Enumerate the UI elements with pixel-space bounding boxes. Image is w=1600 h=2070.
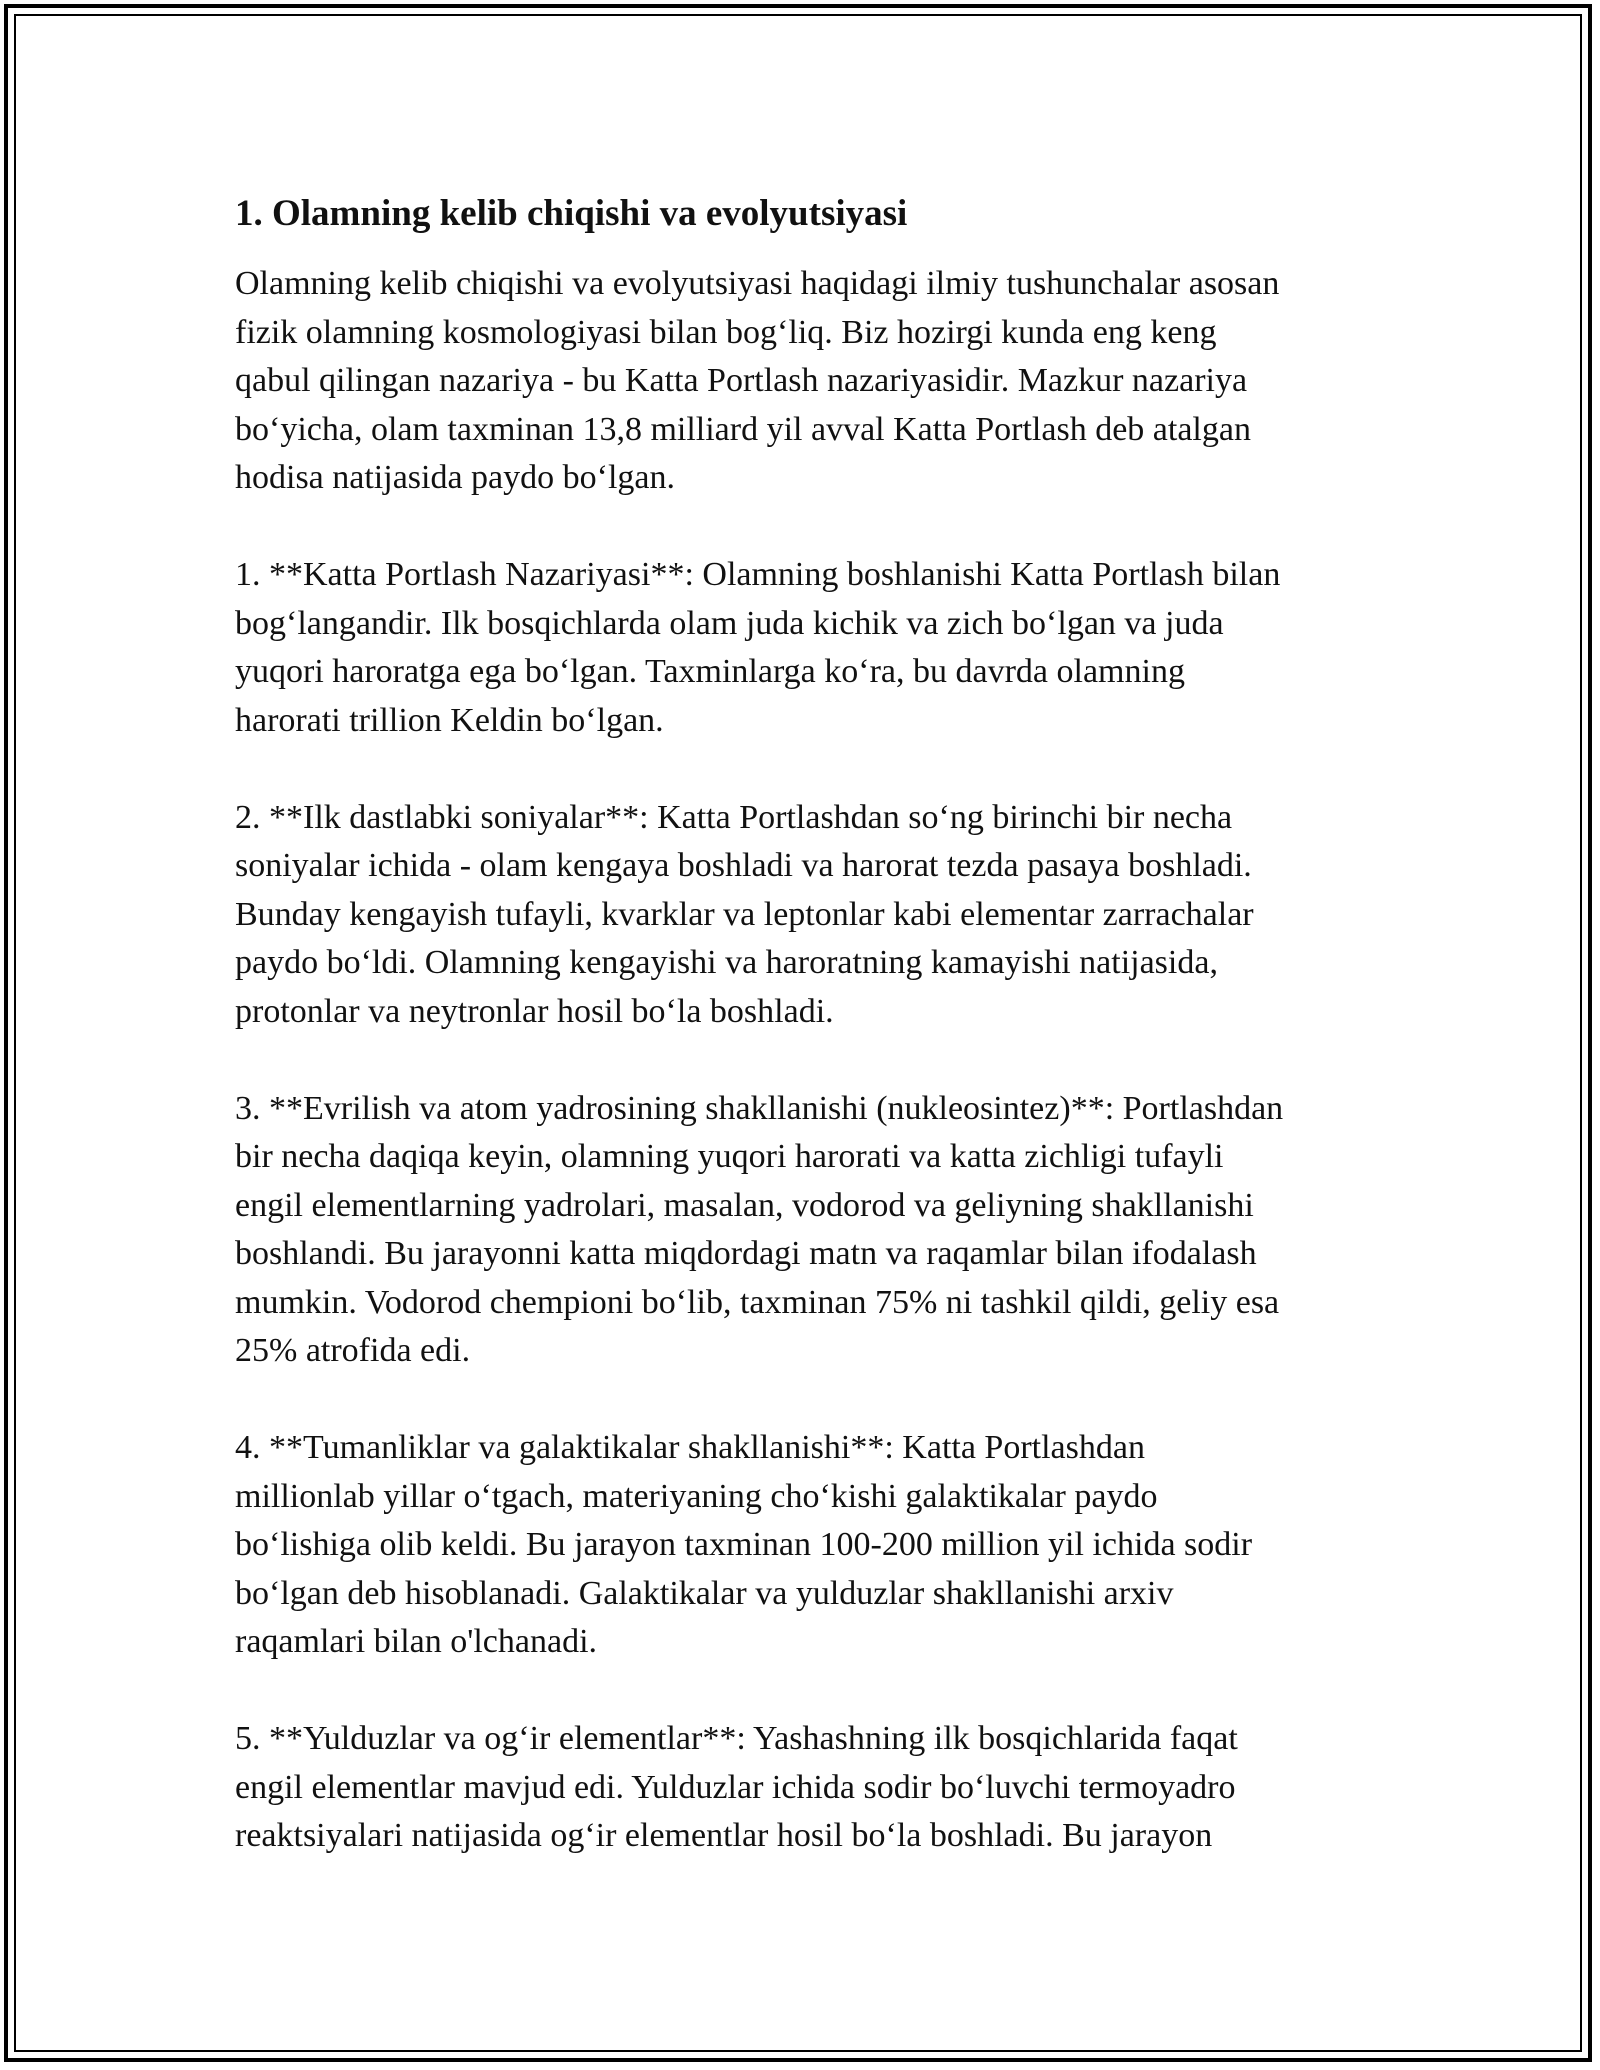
paragraph-line: bo‘yicha, olam taxminan 13,8 milliard yil avval Katta Portlash deb atalgan <box>235 410 1251 448</box>
section-heading: 1. Olamning kelib chiqishi va evolyutsiyasi <box>235 193 908 234</box>
intro-paragraph <box>235 260 1375 503</box>
paragraph-line: millionlab yillar o‘tgach, materiyaning cho‘kishi galaktikalar paydo <box>235 1477 1158 1515</box>
paragraph-line: mumkin. Vodorod chempioni bo‘lib, taxminan 75% ni tashkil qildi, geliy esa <box>235 1283 1280 1321</box>
paragraph-line: qabul qilingan nazariya - bu Katta Portlash nazariyasidir. Mazkur nazariya <box>235 362 1248 399</box>
paragraph-line: bir necha daqiqa keyin, olamning yuqori harorati va katta zichligi tufayli <box>235 1138 1224 1175</box>
paragraph-line: hodisa natijasida paydo bo‘lgan. <box>235 459 676 496</box>
paragraph-line: harorati trillion Keldin bo‘lgan. <box>235 701 664 739</box>
paragraph-line: paydo bo‘ldi. Olamning kengayishi va haroratning kamayishi natijasida, <box>235 944 1218 981</box>
paragraph-line: engil elementlar mavjud edi. Yulduzlar ichida sodir bo‘luvchi termoyadro <box>235 1768 1236 1806</box>
paragraph-line: 1. **Katta Portlash Nazariyasi**: Olamning boshlanishi Katta Portlash bilan <box>235 556 1281 593</box>
paragraph-line: Bunday kengayish tufayli, kvarklar va leptonlar kabi elementar zarrachalar <box>235 895 1254 933</box>
paragraph-line: fizik olamning kosmologiyasi bilan bog‘liq. Biz hozirgi kunda eng keng <box>235 313 1217 351</box>
list-item-3-paragraph <box>235 1085 1375 1376</box>
paragraph-line: 5. **Yulduzlar va og‘ir elementlar**: Yashashning ilk bosqichlarida faqat <box>235 1720 1238 1757</box>
document-body <box>235 190 1375 1909</box>
paragraph-line: engil elementlarning yadrolari, masalan, vodorod va geliyning shakllanishi <box>235 1186 1254 1224</box>
paragraph-line: 4. **Tumanliklar va galaktikalar shakllanishi**: Katta Portlashdan <box>235 1429 1145 1466</box>
paragraph-line: boshlandi. Bu jarayonni katta miqdordagi matn va raqamlar bilan ifodalash <box>235 1235 1257 1272</box>
list-item-5-paragraph <box>235 1715 1375 1861</box>
paragraph-line: protonlar va neytronlar hosil bo‘la boshladi. <box>235 992 834 1030</box>
paragraph-line: yuqori haroratga ega bo‘lgan. Taxminlarga ko‘ra, bu davrda olamning <box>235 653 1185 690</box>
paragraph-line: 2. **Ilk dastlabki soniyalar**: Katta Portlashdan so‘ng birinchi bir necha <box>235 798 1233 836</box>
paragraph-line: Olamning kelib chiqishi va evolyutsiyasi haqidagi ilmiy tushunchalar asosan <box>235 265 1280 302</box>
list-item-1-paragraph <box>235 551 1375 745</box>
paragraph-line: bo‘lishiga olib keldi. Bu jarayon taxminan 100-200 million yil ichida sodir <box>235 1526 1253 1563</box>
paragraph-line: raqamlari bilan o'lchanadi. <box>235 1623 598 1660</box>
list-item-2-paragraph <box>235 794 1375 1037</box>
paragraph-line: 3. **Evrilish va atom yadrosining shakllanishi (nukleosintez)**: Portlashdan <box>235 1089 1284 1127</box>
paragraph-line: soniyalar ichida - olam kengaya boshladi va harorat tezda pasaya boshladi. <box>235 847 1252 884</box>
list-item-4-paragraph <box>235 1424 1375 1667</box>
paragraph-line: bog‘langandir. Ilk bosqichlarda olam juda kichik va zich bo‘lgan va juda <box>235 604 1224 642</box>
paragraph-line: bo‘lgan deb hisoblanadi. Galaktikalar va yulduzlar shakllanishi arxiv <box>235 1574 1174 1612</box>
paragraph-line: 25% atrofida edi. <box>235 1332 471 1369</box>
paragraph-line: reaktsiyalari natijasida og‘ir elementlar hosil bo‘la boshladi. Bu jarayon <box>235 1817 1213 1854</box>
